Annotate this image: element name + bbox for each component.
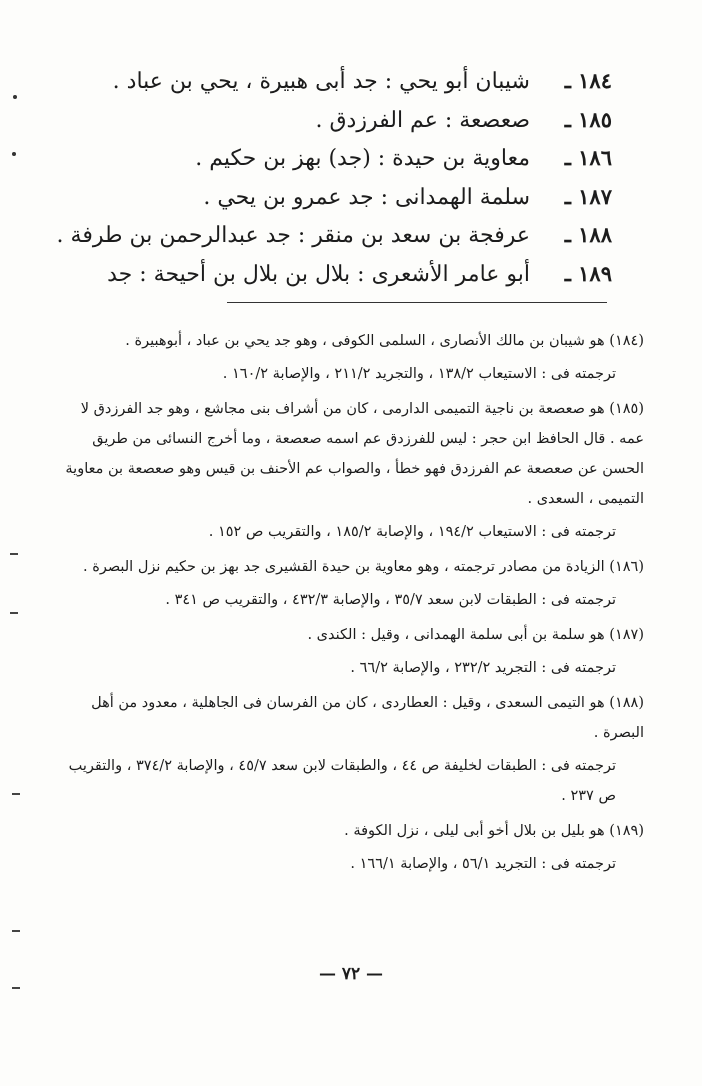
footnote-text: هو شيبان بن مالك الأنصارى ، السلمى الكوفى ، وهو جد يحي بن عباد ، أبوهبيرة . [125, 333, 605, 349]
footnote-189 [62, 816, 644, 879]
page-number: — ٧٢ — [318, 964, 384, 984]
footnotes [62, 326, 644, 884]
entry-number: ١٨٤ ـ [564, 68, 612, 93]
footnote-number: (١٨٥) [609, 401, 644, 417]
entry-187 [52, 178, 612, 217]
entry-text: سلمة الهمدانى : جد عمرو بن يحي . [203, 184, 530, 210]
footnote-reference: ترجمته فى : الاستيعاب ١٣٨/٢ ، والتجريد ٢١١/٢ ، والإصابة ١٦٠/٢ . [222, 366, 616, 382]
footnote-reference: ترجمته فى : الطبقات لخليفة ص ٤٤ ، والطبقات لابن سعد ٤٥/٧ ، والإصابة ٣٧٤/٢ ، والتقريب ص ٢٣٧ . [68, 758, 616, 804]
entry-186 [52, 139, 612, 178]
entry-189 [52, 255, 612, 294]
footnote-188 [62, 688, 644, 811]
margin-mark [10, 612, 18, 614]
margin-dot [13, 95, 17, 99]
margin-mark [10, 553, 18, 555]
footnote-187 [62, 620, 644, 683]
footnote-number: (١٨٨) [609, 695, 644, 711]
entry-text: صعصعة : عم الفرزدق . [315, 107, 530, 133]
footnote-reference: ترجمته فى : الطبقات لابن سعد ٣٥/٧ ، والإصابة ٤٣٢/٣ ، والتقريب ص ٣٤١ . [165, 592, 616, 608]
entry-list [52, 62, 612, 293]
footnote-number: (١٨٦) [609, 559, 644, 575]
entry-number: ١٨٦ ـ [564, 145, 612, 170]
footnote-text: هو صعصعة بن ناجية التميمى الدارمى ، كان من أشراف بنى مجاشع ، وهو جد الفرزدق لا عمه . قال الحافظ ابن حجر : ليس للفرزدق عم اسمه صعصعة ، وما أخرج النسائى من طريق الحسن عن صعصعة عم الفرزدق فهو خطأ ، والصواب عم الأحنف بن قيس وهو صعصعة بن معاوية التميمى ، السعدى . [65, 401, 644, 507]
margin-dot [12, 152, 16, 156]
entry-185 [52, 101, 612, 140]
footnote-reference: ترجمته فى : الاستيعاب ١٩٤/٢ ، والإصابة ١٨٥/٢ ، والتقريب ص ١٥٢ . [208, 524, 616, 540]
footnote-reference: ترجمته فى : التجريد ٥٦/١ ، والإصابة ١٦٦/١ . [350, 856, 616, 872]
footnote-text: هو سلمة بن أبى سلمة الهمدانى ، وقيل : الكندى . [307, 627, 605, 643]
footnote-number: (١٨٤) [609, 333, 644, 349]
margin-mark [12, 793, 20, 795]
entry-number: ١٨٧ ـ [564, 183, 612, 209]
entry-text: معاوية بن حيدة : (جد) بهز بن حكيم . [195, 146, 530, 171]
footnote-186 [62, 552, 644, 615]
entry-number: ١٨٥ ـ [564, 106, 612, 132]
footnote-text: الزيادة من مصادر ترجمته ، وهو معاوية بن حيدة القشيرى جد بهز بن حكيم نزل البصرة . [83, 559, 605, 575]
footnote-number: (١٨٧) [609, 627, 644, 643]
footnote-text: هو بليل بن بلال أخو أبى ليلى ، نزل الكوفة . [344, 823, 605, 839]
entry-text: أبو عامر الأشعرى : بلال بن بلال بن أحيحة : جد [107, 261, 530, 287]
footnote-text: هو التيمى السعدى ، وقيل : العطاردى ، كان من الفرسان فى الجاهلية ، معدود من أهل البصرة . [91, 695, 644, 741]
entry-188 [52, 216, 612, 255]
entry-number: ١٨٩ ـ [564, 260, 612, 286]
entry-number: ١٨٨ ـ [564, 222, 612, 247]
margin-mark [12, 987, 20, 989]
entry-184 [52, 62, 612, 101]
footnote-number: (١٨٩) [609, 823, 644, 839]
footnote-185 [62, 394, 644, 547]
entry-text: عرفجة بن سعد بن منقر : جد عبدالرحمن بن طرفة . [56, 223, 530, 248]
margin-mark [12, 930, 20, 932]
footnote-separator [227, 302, 607, 303]
entry-text: شيبان أبو يحي : جد أبى هبيرة ، يحي بن عباد . [112, 69, 530, 94]
footnote-184 [62, 326, 644, 389]
footnote-reference: ترجمته فى : التجريد ٢٣٢/٢ ، والإصابة ٦٦/٢ . [350, 660, 616, 676]
